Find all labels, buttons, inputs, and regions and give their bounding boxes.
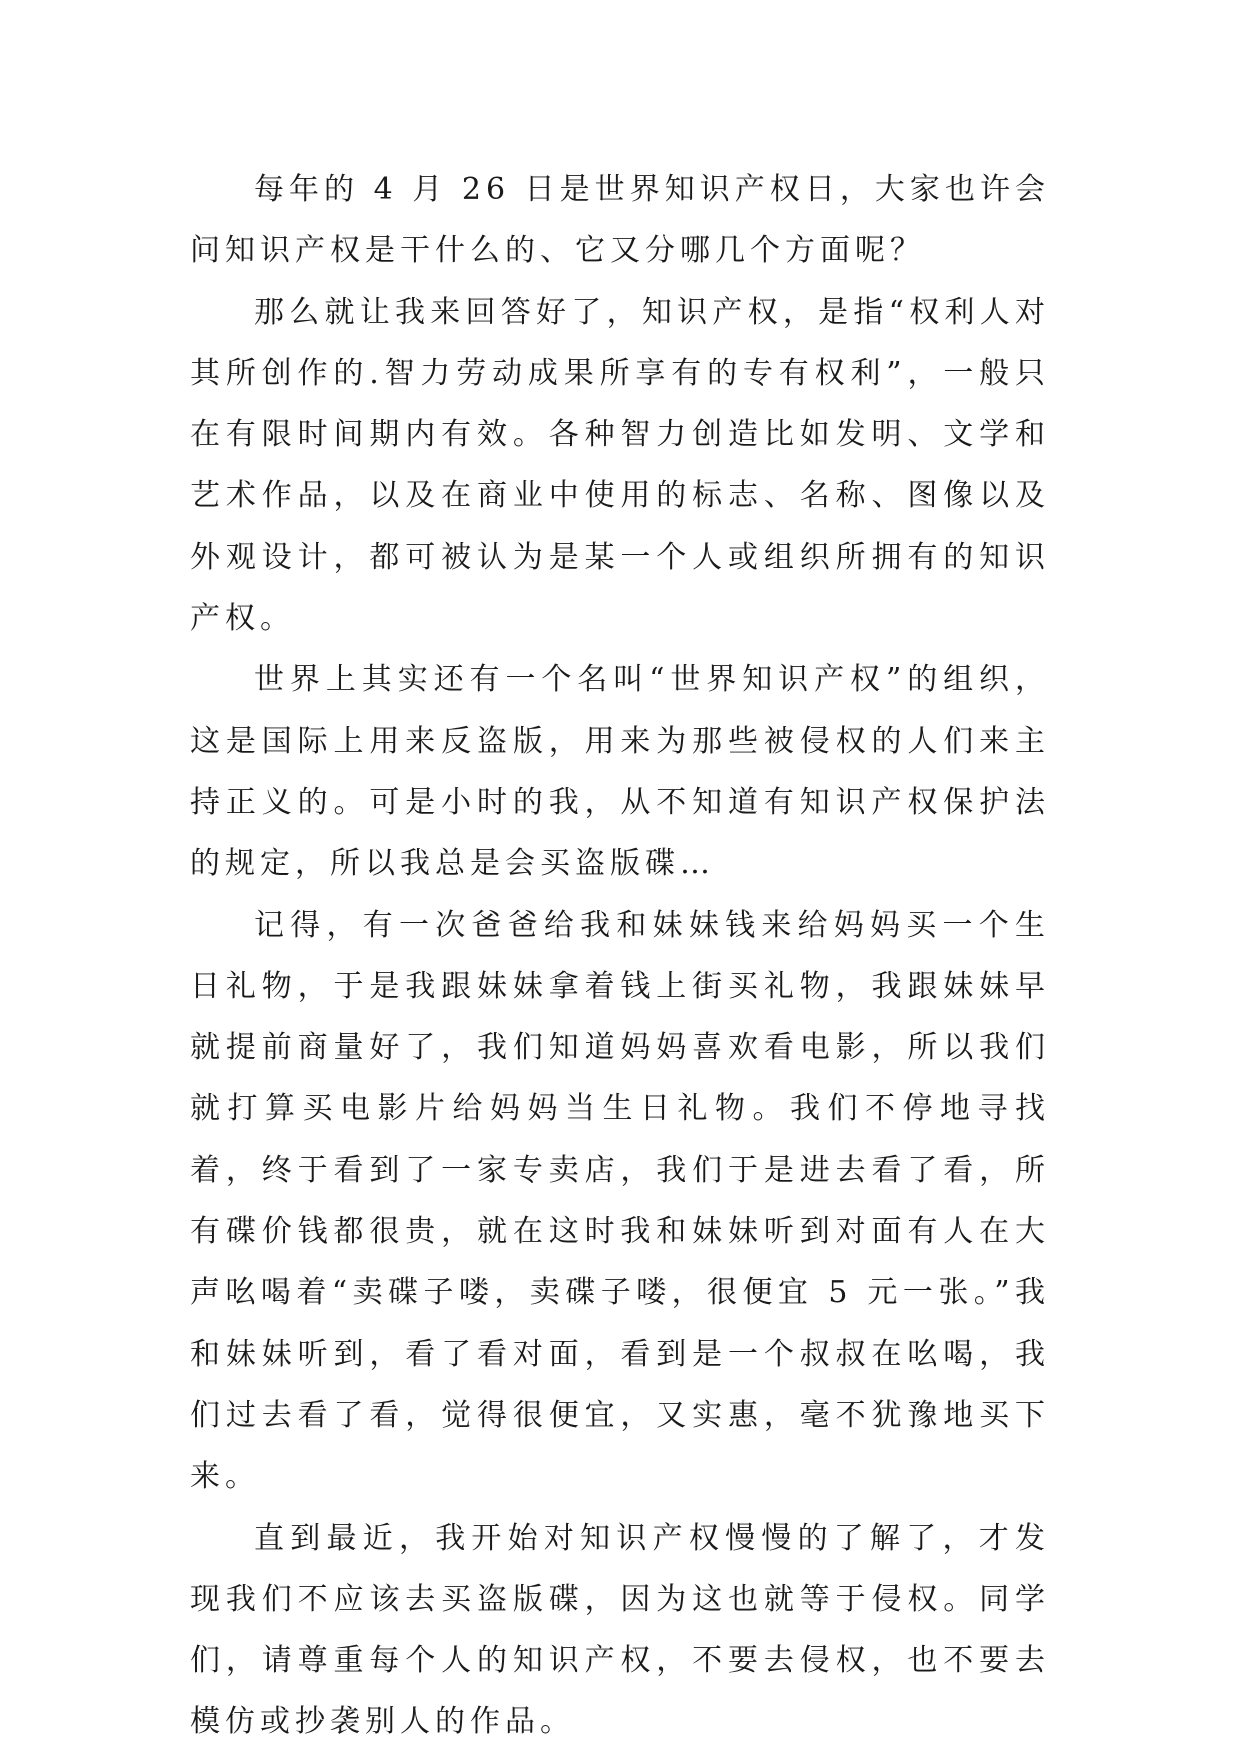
paragraph-1: 每年的 4 月 26 日是世界知识产权日，大家也许会问知识产权是干什么的、它又分哪几个方面呢？ xyxy=(190,172,1050,269)
paragraph-4: 记得，有一次爸爸给我和妹妹钱来给妈妈买一个生日礼物，于是我跟妹妹拿着钱上街买礼物，我跟妹妹早就提前商量好了，我们知道妈妈喜欢看电影，所以我们就打算买电影片给妈妈当生日礼物。我们不停地寻找着，终于看到了一家专卖店，我们于是进去看了看，所有碟价钱都很贵，就在这时我和妹妹听到对面有人在大声吆喝着“卖碟子喽，卖碟子喽，很便宜 5 元一张。”我和妹妹听到，看了看对面，看到是一个叔叔在吆喝，我们过去看了看，觉得很便宜，又实惠，毫不犹豫地买下来。 xyxy=(190,907,1050,1495)
paragraph-3: 世界上其实还有一个名叫“世界知识产权”的组织，这是国际上用来反盗版，用来为那些被侵权的人们来主持正义的。可是小时的我，从不知道有知识产权保护法的规定，所以我总是会买盗版碟… xyxy=(190,662,1050,882)
paragraph-2: 那么就让我来回答好了，知识产权，是指“权利人对其所创作的.智力劳动成果所享有的专有权利”，一般只在有限时间期内有效。各种智力创造比如发明、文学和艺术作品，以及在商业中使用的标志、名称、图像以及外观设计，都可被认为是某一个人或组织所拥有的知识产权。 xyxy=(190,294,1050,637)
paragraph-5: 直到最近，我开始对知识产权慢慢的了解了，才发现我们不应该去买盗版碟，因为这也就等于侵权。同学们，请尊重每个人的知识产权，不要去侵权，也不要去模仿或抄袭别人的作品。 xyxy=(190,1520,1050,1740)
essay-body xyxy=(190,159,1050,1753)
